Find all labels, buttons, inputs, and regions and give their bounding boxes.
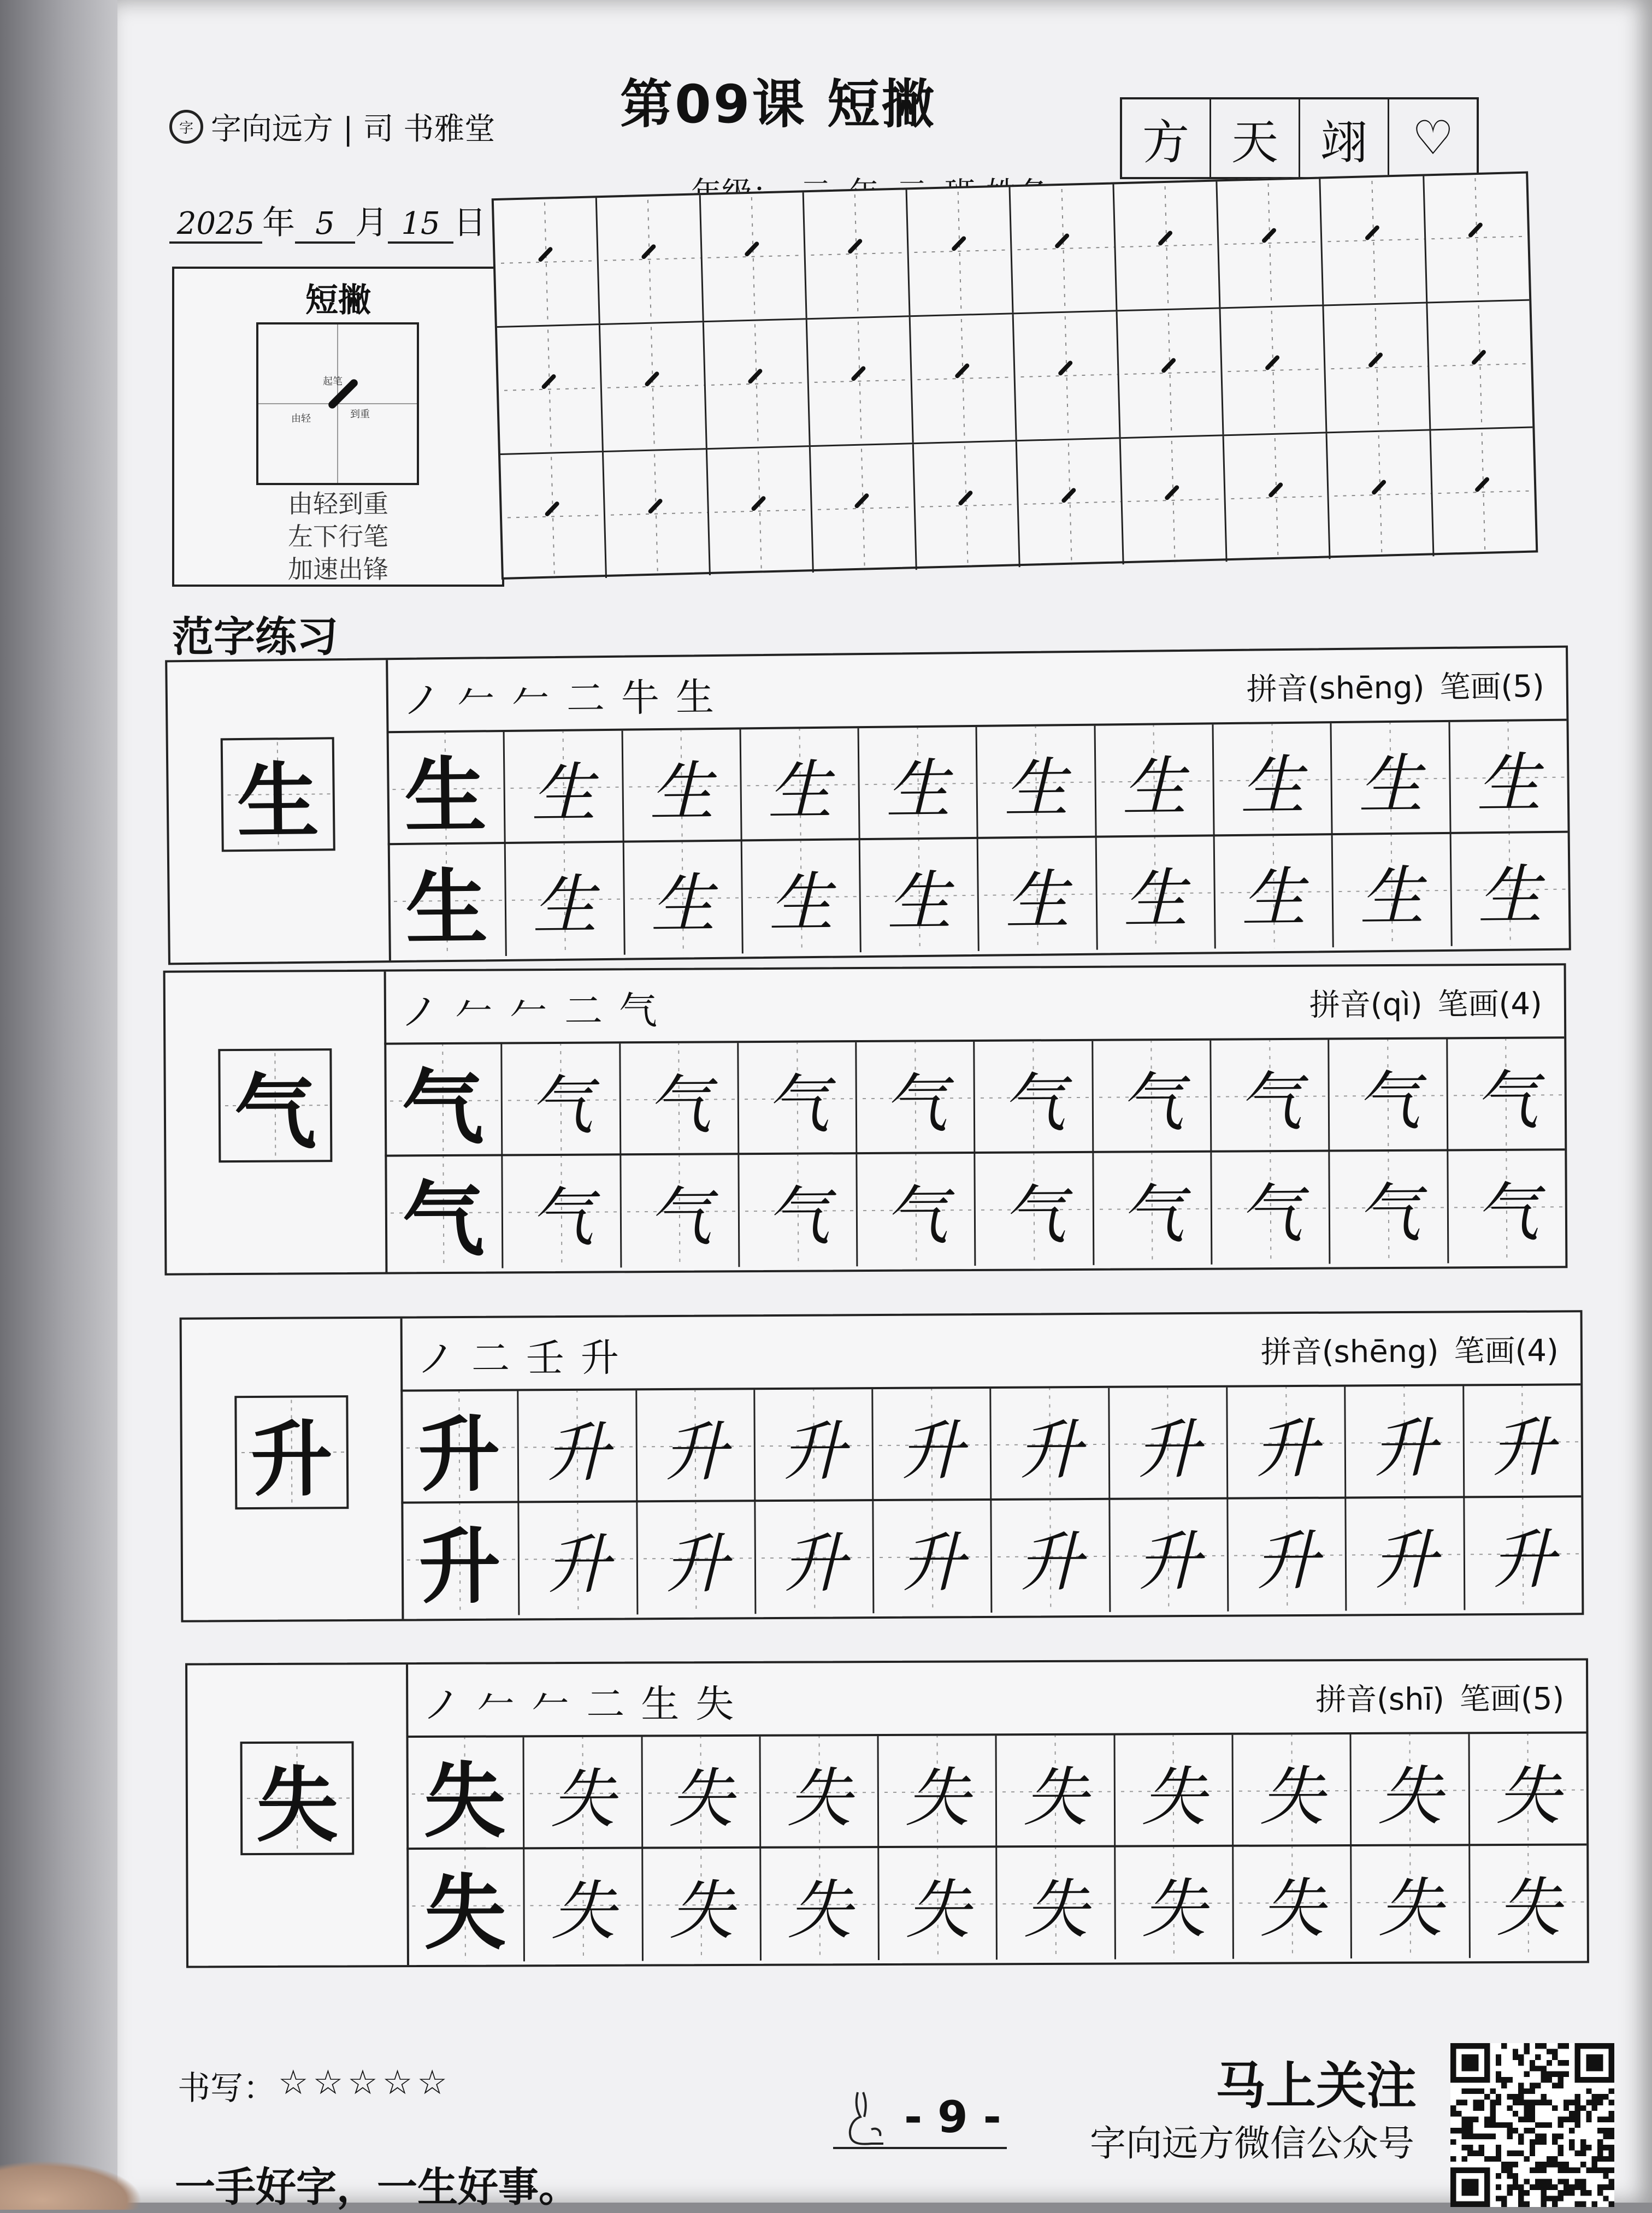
short-pie-stroke-icon	[544, 500, 560, 517]
stroke-grid-cell[interactable]	[1427, 301, 1532, 429]
practice-cell[interactable]: 气	[503, 1043, 621, 1156]
stroke-grid-cell[interactable]	[1224, 433, 1331, 562]
stroke-order-step: 升	[580, 1335, 636, 1380]
stroke-order-step: 𠂉二	[509, 988, 620, 1034]
stroke-order-step: 生	[641, 1681, 696, 1727]
short-pie-stroke-icon	[1371, 479, 1386, 495]
name-char: ♡	[1412, 111, 1454, 166]
short-pie-stroke-icon	[751, 495, 766, 511]
practice-cell[interactable]: 生	[860, 839, 980, 952]
practice-cell[interactable]: 升	[755, 1389, 874, 1502]
practice-cell[interactable]: 失	[1352, 1734, 1470, 1846]
date-year-label: 年	[262, 204, 295, 242]
practice-cell[interactable]: 生	[977, 726, 1096, 839]
practice-cell[interactable]: 失	[1234, 1846, 1352, 1959]
stroke-order-step: 生	[675, 674, 731, 720]
practice-cell[interactable]: 生	[506, 843, 625, 956]
short-pie-stroke-icon	[540, 373, 556, 390]
practice-row	[401, 1495, 1582, 1615]
stroke-order-step: 失	[695, 1681, 751, 1727]
strokes-value: (5)	[1501, 669, 1545, 705]
strokes-label: 笔画	[1454, 1333, 1515, 1370]
practice-cell[interactable]: 升	[519, 1390, 638, 1503]
lesson-title: 第09课 短撇	[620, 74, 937, 135]
wechat-account-text: 字向远方微信公众号	[1090, 2122, 1414, 2164]
stroke-grid-cell[interactable]	[1324, 303, 1431, 432]
pinyin-value: (shēng)	[1307, 670, 1425, 707]
stroke-steps	[174, 487, 502, 586]
practice-cell[interactable]: 生	[741, 728, 860, 841]
short-pie-stroke-icon	[744, 240, 760, 257]
practice-area	[406, 1661, 1587, 1966]
pinyin-label: 拼音	[1315, 1681, 1377, 1718]
pinyin-label: 拼音	[1260, 1334, 1322, 1371]
practice-cell[interactable]: 生	[1450, 721, 1567, 834]
practice-cell[interactable]: 升	[1465, 1497, 1582, 1610]
worksheet-page	[117, 0, 1652, 2211]
stroke-grid-cell[interactable]	[811, 444, 917, 573]
stroke-grid-cell[interactable]	[604, 450, 710, 578]
strokes-value: (4)	[1515, 1333, 1559, 1369]
stroke-grid-cell[interactable]	[1217, 179, 1324, 307]
practice-cell[interactable]: 失	[1115, 1735, 1234, 1848]
stroke-order-step: ノ	[400, 989, 456, 1035]
short-pie-stroke-icon	[1474, 476, 1490, 492]
practice-cell[interactable]: 生	[859, 727, 978, 840]
practice-cell[interactable]: 气	[975, 1041, 1094, 1154]
stroke-grid-cell[interactable]	[807, 317, 914, 445]
short-pie-stroke-icon	[847, 238, 863, 254]
strokes-label: 笔画	[1439, 669, 1501, 706]
stroke-order	[400, 980, 674, 1037]
char-meta	[1309, 980, 1543, 1025]
practice-cell[interactable]: 气	[503, 1155, 622, 1268]
short-pie-stroke-icon	[1161, 357, 1177, 373]
section-heading: 范字练习	[172, 612, 338, 661]
stroke-order	[417, 1327, 636, 1383]
practice-cell[interactable]: 升	[874, 1501, 993, 1613]
short-pie-stroke-icon	[1471, 349, 1487, 365]
short-pie-stroke-icon	[1267, 481, 1283, 498]
practice-cell[interactable]: 升	[401, 1503, 520, 1615]
brand-logo	[169, 105, 495, 149]
short-pie-stroke-icon	[1261, 227, 1277, 244]
practice-cell[interactable]: 气	[1448, 1150, 1565, 1263]
practice-cell[interactable]: 失	[1116, 1847, 1234, 1960]
short-pie-stroke-icon	[957, 489, 973, 506]
model-char-area	[167, 660, 391, 963]
short-pie-stroke-icon	[1467, 222, 1483, 238]
stroke-grid-cell[interactable]	[1328, 430, 1434, 559]
model-character: 气	[218, 1048, 332, 1162]
practice-cell[interactable]: 气	[739, 1042, 857, 1155]
stroke-grid-cell[interactable]	[707, 447, 813, 575]
practice-cell[interactable]: 气	[857, 1042, 975, 1154]
brand-name: 字向远方 | 司 书雅堂	[211, 111, 495, 147]
short-pie-stroke-icon	[641, 243, 657, 259]
model-char-area	[182, 1319, 404, 1620]
practice-cell[interactable]: 失	[1234, 1734, 1352, 1847]
stroke-order-step: 𠂉	[477, 1682, 532, 1727]
demo-note-end: 到重	[350, 409, 370, 420]
writing-rating	[178, 2062, 452, 2109]
practice-cell[interactable]: 生	[388, 844, 507, 957]
pinyin-label: 拼音	[1309, 987, 1371, 1023]
stroke-order-step: 气	[618, 988, 674, 1034]
stroke-order-step: 𠂉二	[532, 1681, 641, 1727]
practice-cell[interactable]: 气	[385, 1156, 503, 1268]
stroke-order-step: ノ	[422, 1682, 477, 1727]
model-char-area	[187, 1665, 409, 1966]
practice-cell[interactable]: 升	[1346, 1386, 1465, 1498]
practice-cell[interactable]: 气	[1212, 1152, 1330, 1265]
stroke-grid-cell[interactable]	[1120, 436, 1227, 564]
short-pie-stroke-icon	[747, 368, 763, 384]
name-char: 天	[1211, 99, 1300, 177]
practice-cell[interactable]: 气	[1093, 1041, 1212, 1153]
short-pie-stroke-icon	[851, 365, 866, 381]
practice-cell[interactable]: 气	[976, 1153, 1094, 1266]
practice-row	[388, 831, 1569, 958]
stroke-order-step: 壬	[526, 1335, 581, 1381]
stroke-demo-box	[256, 322, 419, 485]
stroke-order-step: ノ	[416, 1336, 472, 1382]
brand-seal-icon: 字	[169, 110, 203, 144]
date-day-label: 日	[453, 204, 486, 242]
stroke-grid-cell[interactable]	[804, 190, 911, 318]
stroke-grid-cell[interactable]	[1017, 439, 1124, 567]
stroke-grid-cell[interactable]	[704, 320, 810, 448]
practice-cell[interactable]: 气	[384, 1044, 503, 1156]
stroke-grid-cell[interactable]	[494, 198, 600, 326]
practice-cell[interactable]: 生	[978, 838, 1098, 951]
model-char-area	[166, 972, 388, 1273]
practice-cell[interactable]: 气	[621, 1155, 740, 1267]
follow-text: 马上关注	[1216, 2057, 1417, 2115]
stroke-grid-cell[interactable]	[700, 192, 807, 321]
practice-cell[interactable]: 失	[761, 1848, 880, 1961]
practice-cell[interactable]: 升	[1110, 1500, 1229, 1612]
practice-cell[interactable]: 生	[624, 841, 743, 954]
char-block-qi	[163, 963, 1568, 1275]
practice-cell[interactable]: 气	[1448, 1038, 1565, 1151]
demo-note-mid: 由轻	[291, 413, 311, 424]
practice-cell[interactable]: 生	[1215, 835, 1334, 948]
practice-cell[interactable]: 生	[1095, 724, 1214, 837]
stroke-order-step: ノ	[402, 677, 458, 723]
stroke-grid-cell[interactable]	[597, 195, 704, 323]
student-name-box	[1120, 97, 1479, 179]
stroke-order-step: 牛	[621, 675, 676, 721]
demo-note-start: 起笔	[323, 376, 343, 387]
stroke-grid-cell[interactable]	[1424, 174, 1529, 302]
practice-cell[interactable]: 气	[1330, 1039, 1448, 1152]
practice-cell[interactable]: 生	[1096, 836, 1216, 949]
practice-cell[interactable]: 失	[1470, 1734, 1586, 1846]
practice-area	[386, 648, 1569, 961]
page-number	[833, 2087, 1007, 2149]
practice-row	[385, 1148, 1565, 1268]
strokes-label: 笔画	[1459, 1681, 1521, 1718]
pinyin-value: (qì)	[1370, 987, 1423, 1023]
practice-cell[interactable]: 升	[992, 1388, 1110, 1501]
practice-cell[interactable]: 气	[739, 1154, 858, 1267]
practice-cell[interactable]: 气	[1094, 1153, 1212, 1265]
stroke-step: 加速出锋	[288, 554, 388, 584]
practice-cell[interactable]: 生	[387, 732, 506, 845]
char-meta	[1246, 662, 1544, 709]
strokes-label: 笔画	[1437, 986, 1499, 1023]
stroke-grid-cell[interactable]	[1431, 428, 1536, 556]
practice-cell[interactable]: 升	[1228, 1387, 1346, 1500]
practice-cell[interactable]: 升	[1228, 1499, 1347, 1612]
short-pie-stroke-icon	[954, 362, 970, 379]
char-block-shi	[185, 1659, 1589, 1968]
short-pie-stroke-icon	[1264, 354, 1280, 370]
short-pie-stroke-icon	[1158, 229, 1173, 246]
page-number-text: - 9 -	[904, 2091, 1001, 2143]
practice-row	[387, 719, 1568, 846]
stroke-grid-cell[interactable]	[911, 314, 1017, 442]
rabbit-icon	[839, 2087, 893, 2147]
model-character: 失	[240, 1741, 355, 1855]
practice-cell[interactable]: 生	[742, 840, 862, 953]
practice-cell[interactable]: 升	[520, 1502, 638, 1615]
practice-cell[interactable]: 失	[997, 1736, 1116, 1848]
model-character: 生	[221, 737, 335, 852]
practice-cell[interactable]: 升	[756, 1501, 874, 1614]
char-block-sheng	[165, 646, 1571, 965]
practice-cell[interactable]: 失	[879, 1736, 998, 1848]
practice-cell[interactable]: 生	[505, 731, 624, 844]
pinyin-value: (shī)	[1376, 1681, 1445, 1718]
stroke-grid-cell[interactable]	[914, 441, 1020, 570]
practice-cell[interactable]: 失	[406, 1737, 525, 1850]
char-meta	[1260, 1327, 1559, 1372]
short-pie-stroke-icon	[951, 235, 966, 251]
stroke-order-step: 𠂉	[457, 676, 512, 722]
stroke-grid-cell[interactable]	[1321, 176, 1427, 305]
practice-cell[interactable]: 失	[643, 1849, 762, 1961]
pinyin-label: 拼音	[1246, 671, 1308, 707]
short-pie-stroke-icon	[1061, 487, 1077, 503]
practice-cell[interactable]: 失	[525, 1849, 644, 1962]
practice-cell[interactable]: 升	[1347, 1498, 1465, 1610]
stroke-order-step: 𠂉二	[511, 675, 622, 722]
practice-cell[interactable]: 失	[1352, 1846, 1471, 1958]
practice-cell[interactable]: 升	[400, 1391, 519, 1503]
short-pie-stroke-icon	[537, 246, 553, 262]
stroke-order	[422, 1673, 750, 1730]
short-pie-stroke-icon	[644, 370, 660, 387]
practice-row	[384, 1036, 1565, 1156]
stroke-grid-row	[500, 428, 1536, 580]
practice-cell[interactable]: 失	[406, 1849, 525, 1962]
stroke-grid-cell[interactable]	[1221, 306, 1328, 434]
motto: 一手好字，一生好事。	[175, 2164, 579, 2211]
practice-area	[384, 965, 1566, 1272]
practice-area	[400, 1312, 1582, 1619]
stroke-grid-cell[interactable]	[500, 452, 607, 581]
short-pie-stroke-icon	[1364, 225, 1380, 241]
date-year-value: 2025	[169, 206, 262, 244]
stroke-grid-cell[interactable]	[1117, 309, 1224, 437]
stroke-demo-panel	[172, 267, 504, 587]
practice-cell[interactable]: 升	[638, 1502, 756, 1614]
stroke-grid-cell[interactable]	[1014, 311, 1120, 440]
practice-cell[interactable]: 升	[1110, 1388, 1228, 1500]
practice-cell[interactable]: 气	[1330, 1151, 1449, 1264]
stroke-step: 由轻到重	[288, 489, 388, 518]
short-pie-stroke-icon	[1367, 351, 1383, 368]
name-char: 方	[1122, 99, 1211, 177]
practice-cell[interactable]: 气	[858, 1154, 976, 1266]
char-meta	[1315, 1675, 1565, 1720]
stroke-order-step: 𠂉	[455, 989, 510, 1034]
practice-cell[interactable]: 升	[992, 1500, 1111, 1613]
stroke-order-step: 二	[471, 1336, 527, 1381]
practice-row	[406, 1844, 1587, 1962]
practice-cell[interactable]: 生	[623, 729, 742, 842]
date-month-value: 5	[295, 206, 355, 244]
practice-cell[interactable]: 升	[1464, 1385, 1581, 1498]
date-day-value: 15	[388, 206, 453, 244]
stroke-grid-cell[interactable]	[1114, 181, 1220, 310]
practice-cell[interactable]: 升	[873, 1389, 992, 1501]
stroke-grid-cell[interactable]	[497, 325, 604, 453]
practice-cell[interactable]: 失	[1470, 1846, 1587, 1958]
short-pie-stroke-icon	[647, 498, 663, 514]
writing-label: 书写：	[178, 2069, 276, 2108]
date-line	[169, 197, 486, 244]
strokes-value: (5)	[1520, 1681, 1565, 1717]
practice-cell[interactable]: 生	[1333, 834, 1452, 947]
practice-cell[interactable]: 气	[1211, 1040, 1330, 1153]
stroke-grid-cell[interactable]	[1011, 184, 1117, 312]
practice-cell[interactable]: 失	[879, 1848, 998, 1960]
short-pie-stroke-icon	[1054, 232, 1070, 249]
short-pie-stroke-icon	[1058, 359, 1073, 376]
practice-cell[interactable]: 生	[1451, 833, 1568, 946]
practice-row	[400, 1383, 1581, 1503]
practice-cell[interactable]: 生	[1332, 722, 1451, 835]
date-month-label: 月	[355, 204, 388, 242]
practice-cell[interactable]: 气	[621, 1043, 739, 1155]
practice-row	[406, 1732, 1586, 1850]
short-pie-stroke-icon	[1164, 484, 1180, 500]
stroke-title: 短撇	[305, 281, 371, 320]
practice-cell[interactable]: 失	[998, 1848, 1116, 1960]
qr-code-icon[interactable]	[1450, 2043, 1614, 2207]
practice-cell[interactable]: 升	[637, 1390, 756, 1502]
char-block-sheng-rise	[180, 1310, 1584, 1622]
name-char: 翊	[1300, 99, 1389, 177]
rating-stars[interactable]: ☆☆☆☆☆	[278, 2062, 452, 2102]
stroke-grid-cell[interactable]	[907, 187, 1014, 315]
practice-cell[interactable]: 失	[760, 1736, 879, 1849]
stroke-grid-cell[interactable]	[600, 322, 707, 451]
short-pie-stroke-icon	[854, 492, 870, 509]
stroke-step: 左下行笔	[288, 522, 388, 551]
stroke-order	[402, 666, 730, 725]
practice-cell[interactable]: 失	[642, 1737, 761, 1849]
strokes-value: (4)	[1498, 986, 1543, 1022]
model-character: 升	[234, 1395, 349, 1509]
practice-cell[interactable]: 失	[524, 1737, 643, 1850]
pinyin-value: (shēng)	[1321, 1333, 1439, 1370]
stroke-practice-grid	[492, 172, 1538, 580]
practice-cell[interactable]: 生	[1214, 723, 1333, 836]
